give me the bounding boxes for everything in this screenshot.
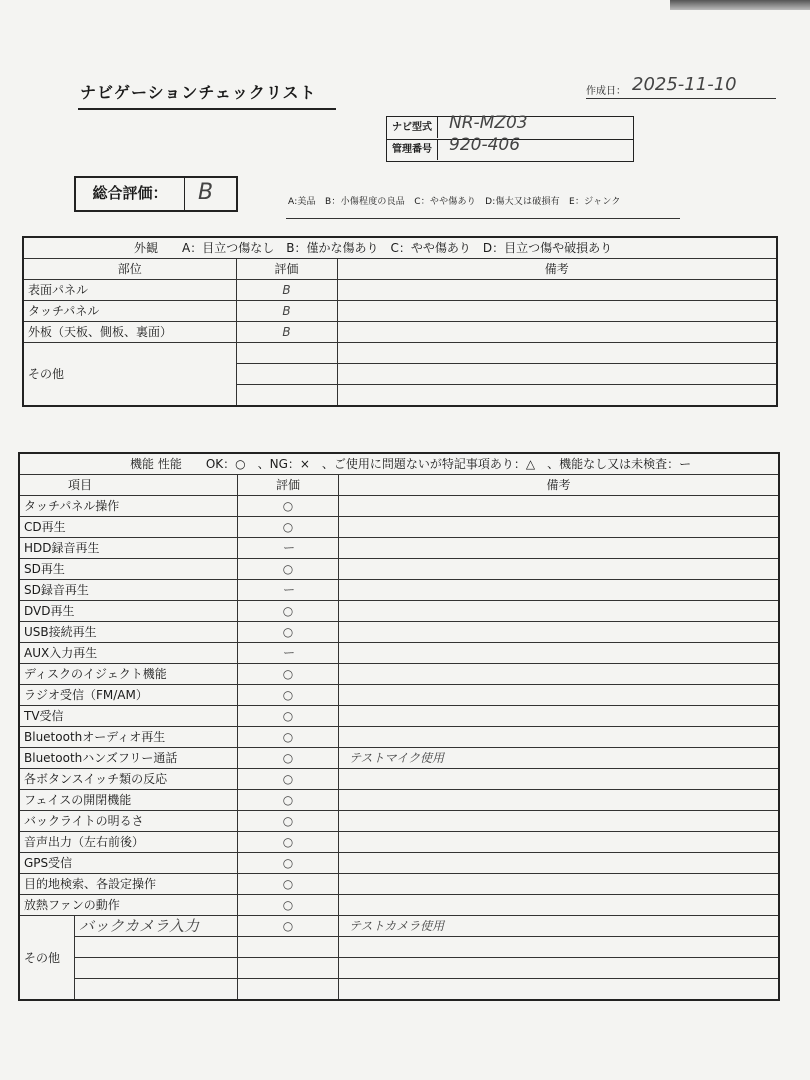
function-eval: ○ bbox=[238, 601, 339, 622]
function-note bbox=[339, 622, 780, 643]
exterior-other-eval bbox=[236, 343, 337, 364]
date-underline bbox=[586, 98, 776, 99]
function-note bbox=[339, 895, 780, 916]
function-item: 放熱ファンの動作 bbox=[19, 895, 238, 916]
function-column-row bbox=[19, 475, 779, 496]
function-other-label: その他 bbox=[19, 916, 75, 1001]
function-row bbox=[19, 811, 779, 832]
function-note bbox=[339, 559, 780, 580]
function-item: USB接続再生 bbox=[19, 622, 238, 643]
function-col-eval: 評価 bbox=[238, 475, 339, 496]
page-title: ナビゲーションチェックリスト bbox=[80, 83, 317, 102]
function-other-item: バックカメラ入力 bbox=[75, 916, 238, 937]
function-other-item bbox=[75, 979, 238, 1001]
function-heading-row bbox=[19, 453, 779, 475]
exterior-part: 外板（天板、側板、裏面） bbox=[23, 322, 236, 343]
exterior-note bbox=[337, 322, 777, 343]
function-item: 各ボタンスイッチ類の反応 bbox=[19, 769, 238, 790]
function-item: 目的地検索、各設定操作 bbox=[19, 874, 238, 895]
function-other-item bbox=[75, 937, 238, 958]
function-eval: ー bbox=[238, 538, 339, 559]
function-item: AUX入力再生 bbox=[19, 643, 238, 664]
grade-legend: A:美品 B：小傷程度の良品 C：やや傷あり D:傷大又は破損有 E：ジャンク bbox=[288, 197, 621, 207]
function-other-note: テストカメラ使用 bbox=[339, 916, 780, 937]
exterior-other-row bbox=[23, 343, 777, 364]
model-info-box bbox=[386, 113, 634, 162]
function-row bbox=[19, 580, 779, 601]
function-eval: ○ bbox=[238, 664, 339, 685]
function-item: DVD再生 bbox=[19, 601, 238, 622]
function-other-row bbox=[19, 916, 779, 937]
function-note bbox=[339, 601, 780, 622]
model-label: ナビ型式 bbox=[387, 117, 438, 138]
overall-value: B bbox=[198, 180, 214, 205]
function-item: SD録音再生 bbox=[19, 580, 238, 601]
date-label: 作成日： bbox=[586, 86, 626, 97]
function-row bbox=[19, 517, 779, 538]
function-note bbox=[339, 706, 780, 727]
function-other-eval: ○ bbox=[238, 916, 339, 937]
function-eval: ○ bbox=[238, 895, 339, 916]
function-eval: ー bbox=[238, 643, 339, 664]
function-eval: ○ bbox=[238, 769, 339, 790]
function-other-eval bbox=[238, 958, 339, 979]
function-eval: ○ bbox=[238, 706, 339, 727]
function-item: ラジオ受信（FM/AM） bbox=[19, 685, 238, 706]
function-other-row bbox=[19, 979, 779, 1001]
function-note bbox=[339, 811, 780, 832]
function-row bbox=[19, 748, 779, 769]
exterior-other-note bbox=[337, 385, 777, 407]
function-row bbox=[19, 664, 779, 685]
function-eval: ○ bbox=[238, 811, 339, 832]
function-row bbox=[19, 538, 779, 559]
function-item: フェイスの開閉機能 bbox=[19, 790, 238, 811]
function-note bbox=[339, 853, 780, 874]
function-eval: ○ bbox=[238, 853, 339, 874]
function-other-note bbox=[339, 937, 780, 958]
function-heading: 機能 性能 OK：○ 、NG：× 、ご使用に問題ないが特記事項あり：△ 、機能なし又は未検査：ー bbox=[19, 453, 779, 475]
exterior-other-note bbox=[337, 343, 777, 364]
exterior-column-row bbox=[23, 259, 777, 280]
function-row bbox=[19, 874, 779, 895]
exterior-col-part: 部位 bbox=[23, 259, 236, 280]
function-eval: ○ bbox=[238, 517, 339, 538]
function-other-eval bbox=[238, 937, 339, 958]
function-other-note bbox=[339, 979, 780, 1001]
function-row bbox=[19, 853, 779, 874]
function-row bbox=[19, 832, 779, 853]
function-row bbox=[19, 727, 779, 748]
function-note bbox=[339, 769, 780, 790]
overall-rating-box bbox=[74, 176, 238, 212]
exterior-other-eval bbox=[236, 364, 337, 385]
function-note bbox=[339, 727, 780, 748]
exterior-note bbox=[337, 301, 777, 322]
management-label: 管理番号 bbox=[387, 139, 438, 160]
exterior-eval: B bbox=[236, 301, 337, 322]
exterior-eval: B bbox=[236, 322, 337, 343]
management-value: 920-406 bbox=[449, 135, 521, 155]
model-value: NR-MZ03 bbox=[449, 113, 528, 133]
exterior-row bbox=[23, 322, 777, 343]
function-item: 音声出力（左右前後） bbox=[19, 832, 238, 853]
function-note bbox=[339, 580, 780, 601]
exterior-row bbox=[23, 280, 777, 301]
function-eval: ○ bbox=[238, 790, 339, 811]
function-row bbox=[19, 559, 779, 580]
exterior-note bbox=[337, 280, 777, 301]
function-other-item bbox=[75, 958, 238, 979]
function-other-row bbox=[19, 958, 779, 979]
function-col-item: 項目 bbox=[19, 475, 238, 496]
function-item: Bluetoothハンズフリー通話 bbox=[19, 748, 238, 769]
exterior-other-label: その他 bbox=[23, 343, 236, 407]
overall-label: 総合評価： bbox=[76, 178, 185, 210]
function-note bbox=[339, 496, 780, 517]
function-item: タッチパネル操作 bbox=[19, 496, 238, 517]
function-row bbox=[19, 601, 779, 622]
function-col-note: 備考 bbox=[339, 475, 780, 496]
function-row bbox=[19, 622, 779, 643]
title-underline bbox=[78, 108, 336, 110]
legend-underline bbox=[286, 218, 680, 219]
function-other-note bbox=[339, 958, 780, 979]
function-eval: ○ bbox=[238, 685, 339, 706]
function-eval: ○ bbox=[238, 727, 339, 748]
function-note bbox=[339, 685, 780, 706]
function-item: TV受信 bbox=[19, 706, 238, 727]
function-item: HDD録音再生 bbox=[19, 538, 238, 559]
exterior-table bbox=[22, 236, 778, 407]
function-eval: ○ bbox=[238, 748, 339, 769]
function-eval: ○ bbox=[238, 496, 339, 517]
exterior-other-eval bbox=[236, 385, 337, 407]
function-other-eval bbox=[238, 979, 339, 1001]
exterior-col-eval: 評価 bbox=[236, 259, 337, 280]
exterior-eval: B bbox=[236, 280, 337, 301]
function-note bbox=[339, 664, 780, 685]
function-note bbox=[339, 538, 780, 559]
function-item: Bluetoothオーディオ再生 bbox=[19, 727, 238, 748]
function-row bbox=[19, 706, 779, 727]
function-row bbox=[19, 769, 779, 790]
exterior-row bbox=[23, 301, 777, 322]
function-item: CD再生 bbox=[19, 517, 238, 538]
function-note: テストマイク使用 bbox=[339, 748, 780, 769]
function-note bbox=[339, 790, 780, 811]
date-value: 2025-11-10 bbox=[632, 74, 737, 95]
function-note bbox=[339, 832, 780, 853]
function-item: SD再生 bbox=[19, 559, 238, 580]
function-note bbox=[339, 874, 780, 895]
function-table bbox=[18, 452, 780, 1001]
exterior-col-note: 備考 bbox=[337, 259, 777, 280]
function-eval: ○ bbox=[238, 874, 339, 895]
function-eval: ー bbox=[238, 580, 339, 601]
exterior-heading: 外観 A：目立つ傷なし B：僅かな傷あり C：やや傷あり D：目立つ傷や破損あり bbox=[23, 237, 777, 259]
function-note bbox=[339, 517, 780, 538]
background-shadow bbox=[670, 0, 810, 10]
function-row bbox=[19, 895, 779, 916]
function-item: バックライトの明るさ bbox=[19, 811, 238, 832]
exterior-part: タッチパネル bbox=[23, 301, 236, 322]
function-row bbox=[19, 496, 779, 517]
management-row bbox=[387, 135, 633, 161]
function-item: ディスクのイジェクト機能 bbox=[19, 664, 238, 685]
function-eval: ○ bbox=[238, 559, 339, 580]
function-other-row bbox=[19, 937, 779, 958]
exterior-part: 表面パネル bbox=[23, 280, 236, 301]
function-row bbox=[19, 643, 779, 664]
function-eval: ○ bbox=[238, 622, 339, 643]
exterior-heading-row bbox=[23, 237, 777, 259]
function-eval: ○ bbox=[238, 832, 339, 853]
function-note bbox=[339, 643, 780, 664]
function-row bbox=[19, 790, 779, 811]
exterior-other-note bbox=[337, 364, 777, 385]
function-row bbox=[19, 685, 779, 706]
function-item: GPS受信 bbox=[19, 853, 238, 874]
